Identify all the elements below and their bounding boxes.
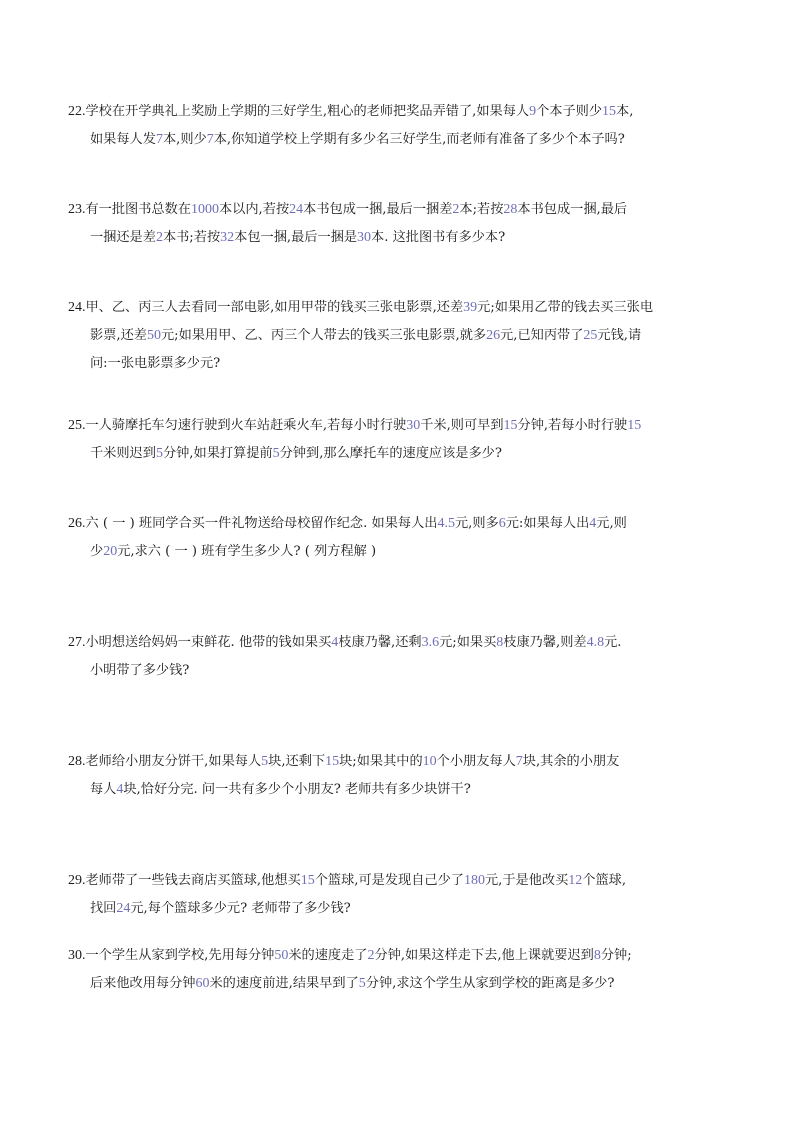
- problem-text: 元;如果用乙带的钱去买三张电: [477, 300, 654, 315]
- highlighted-number: 4: [116, 782, 124, 797]
- highlighted-number: 15: [503, 418, 518, 433]
- problem-text: 分钟,如果这样走下去,他上课就要迟到: [374, 948, 594, 963]
- problem-line: [68, 294, 730, 322]
- highlighted-number: 4.5: [437, 516, 455, 531]
- highlighted-number: 3.6: [421, 635, 440, 650]
- problem-text: 一人骑摩托车匀速行驶到火车站赶乘火车,若每小时行驶: [85, 418, 407, 433]
- highlighted-number: 180: [463, 873, 485, 888]
- problem-30: [68, 942, 730, 998]
- problem-text: 本书包成一捆,最后: [517, 202, 628, 217]
- highlighted-number: 5: [261, 754, 269, 769]
- problem-text: 本;若按: [459, 202, 504, 217]
- problem-text: 块;如果其中的: [339, 754, 423, 769]
- problem-text: 一捆还是差: [90, 230, 156, 245]
- problem-text: 后来他改用每分钟: [90, 976, 196, 991]
- problem-text: 少: [90, 544, 104, 559]
- highlighted-number: 5: [155, 446, 163, 461]
- problem-text: 元钱,请: [597, 328, 642, 343]
- highlighted-number: 4: [589, 516, 597, 531]
- problem-text: 分钟,若每小时行驶: [517, 418, 628, 433]
- problem-line: [68, 510, 730, 538]
- highlighted-number: 2: [452, 202, 460, 217]
- problem-text: 块,其余的小朋友: [522, 754, 620, 769]
- problem-line: [68, 657, 730, 685]
- problem-line: [68, 776, 730, 804]
- problem-number: 29.: [68, 873, 86, 888]
- highlighted-number: 4: [331, 635, 339, 650]
- highlighted-number: 24: [116, 901, 131, 916]
- problem-text: 一个学生从家到学校,先用每分钟: [85, 948, 275, 963]
- problem-text: 找回: [90, 901, 117, 916]
- problem-number: 22.: [68, 104, 86, 119]
- problem-text: 元,求六 ( 一 ) 班有学生多少人? ( 列方程解 ): [117, 544, 377, 559]
- problem-25: [68, 412, 730, 468]
- highlighted-number: 2: [155, 230, 163, 245]
- highlighted-number: 32: [220, 230, 235, 245]
- problem-text: 个本子则少: [536, 104, 603, 119]
- problem-line: [68, 350, 730, 378]
- problem-text: 老师给小朋友分饼干,如果每人: [85, 754, 262, 769]
- problem-text: 千米,则可早到: [420, 418, 504, 433]
- problem-line: [68, 440, 730, 468]
- highlighted-number: 15: [627, 418, 642, 433]
- problem-text: 本,则少: [162, 132, 207, 147]
- highlighted-number: 6: [498, 516, 506, 531]
- highlighted-number: 7: [155, 132, 163, 147]
- highlighted-number: 5: [358, 976, 366, 991]
- highlighted-number: 30: [406, 418, 421, 433]
- problem-text: 个小朋友每人: [436, 754, 516, 769]
- problem-text: 小明带了多少钱?: [90, 663, 190, 678]
- problem-line: [68, 538, 730, 566]
- problem-number: 30.: [68, 948, 86, 963]
- problem-text: 块,还剩下: [268, 754, 326, 769]
- highlighted-number: 8: [593, 948, 601, 963]
- highlighted-number: 50: [146, 328, 161, 343]
- problem-number: 24.: [68, 300, 86, 315]
- problem-text: 元,已知丙带了: [500, 328, 584, 343]
- highlighted-number: 15: [602, 104, 617, 119]
- problem-text: 分钟到,那么摩托车的速度应该是多少?: [279, 446, 502, 461]
- highlighted-number: 15: [325, 754, 340, 769]
- problem-text: 本,你知道学校上学期有多少名三好学生,而老师有准备了多少个本子吗?: [213, 132, 625, 147]
- highlighted-number: 30: [357, 230, 372, 245]
- highlighted-number: 5: [272, 446, 280, 461]
- highlighted-number: 15: [300, 873, 315, 888]
- problem-number: 23.: [68, 202, 86, 217]
- problem-text: 甲、乙、丙三人去看同一部电影,如用甲带的钱买三张电影票,还差: [85, 300, 464, 315]
- highlighted-number: 10: [422, 754, 437, 769]
- problem-line: [68, 196, 730, 224]
- highlighted-number: 39: [463, 300, 478, 315]
- problem-number: 28.: [68, 754, 86, 769]
- problem-line: [68, 322, 730, 350]
- problem-text: 千米则迟到: [90, 446, 156, 461]
- highlighted-number: 60: [195, 976, 210, 991]
- problem-text: 元.: [604, 635, 622, 650]
- highlighted-number: 25: [583, 328, 598, 343]
- problem-text: 本以内,若按: [219, 202, 290, 217]
- highlighted-number: 24: [289, 202, 304, 217]
- problem-text: 分钟;: [600, 948, 632, 963]
- problem-text: 有一批图书总数在: [85, 202, 191, 217]
- problem-number: 26.: [68, 516, 86, 531]
- problem-text: 分钟,求这个学生从家到学校的距离是多少?: [365, 976, 615, 991]
- problem-27: [68, 629, 730, 685]
- highlighted-number: 7: [206, 132, 214, 147]
- problem-text: 米的速度走了: [288, 948, 368, 963]
- highlighted-number: 1000: [191, 202, 219, 217]
- problem-text: 如果每人发: [90, 132, 156, 147]
- problem-line: [68, 942, 730, 970]
- problem-23: [68, 196, 730, 252]
- problem-line: [68, 895, 730, 923]
- highlighted-number: 8: [496, 635, 504, 650]
- problem-text: 学校在开学典礼上奖励上学期的三好学生,粗心的老师把奖品弄错了,如果每人: [85, 104, 530, 119]
- problem-text: 个篮球,可是发现自己少了: [314, 873, 464, 888]
- problem-text: 枝康乃馨,则差: [503, 635, 587, 650]
- problem-text: 本书包成一捆,最后一捆差: [303, 202, 453, 217]
- problem-text: 每人: [90, 782, 117, 797]
- problem-text: 本. 这批图书有多少本?: [371, 230, 506, 245]
- problem-text: 影票,还差: [90, 328, 147, 343]
- problem-text: 老师带了一些钱去商店买篮球,他想买: [85, 873, 301, 888]
- highlighted-number: 9: [529, 104, 537, 119]
- problem-29: [68, 867, 730, 923]
- highlighted-number: 20: [103, 544, 118, 559]
- problem-text: 问:一张电影票多少元?: [90, 356, 221, 371]
- highlighted-number: 26: [486, 328, 501, 343]
- highlighted-number: 50: [274, 948, 289, 963]
- problem-line: [68, 748, 730, 776]
- problem-text: 元,则: [596, 516, 627, 531]
- problem-text: 分钟,如果打算提前: [162, 446, 273, 461]
- problem-line: [68, 126, 730, 154]
- problem-24: [68, 294, 730, 378]
- problem-text: 元:如果每人出: [505, 516, 590, 531]
- problem-line: [68, 412, 730, 440]
- problem-text: 元,则多: [454, 516, 499, 531]
- problem-text: 小明想送给妈妈一束鲜花. 他带的钱如果买: [85, 635, 332, 650]
- highlighted-number: 12: [568, 873, 583, 888]
- problem-text: 六 ( 一 ) 班同学合买一件礼物送给母校留作纪念. 如果每人出: [85, 516, 438, 531]
- problem-line: [68, 867, 730, 895]
- problem-text: 元;如果用甲、乙、丙三个人带去的钱买三张电影票,就多: [160, 328, 487, 343]
- highlighted-number: 2: [367, 948, 375, 963]
- problem-line: [68, 98, 730, 126]
- problem-text: 本,: [616, 104, 634, 119]
- problem-line: [68, 970, 730, 998]
- problem-number: 25.: [68, 418, 86, 433]
- highlighted-number: 7: [515, 754, 523, 769]
- problem-text: 元;如果买: [439, 635, 497, 650]
- problem-line: [68, 629, 730, 657]
- problem-text: 块,恰好分完. 问一共有多少个小朋友? 老师共有多少块饼干?: [123, 782, 471, 797]
- problem-text: 元,于是他改买: [484, 873, 569, 888]
- problem-28: [68, 748, 730, 804]
- highlighted-number: 4.8: [586, 635, 605, 650]
- problem-number: 27.: [68, 635, 86, 650]
- problem-22: [68, 98, 730, 154]
- problem-26: [68, 510, 730, 566]
- problem-line: [68, 224, 730, 252]
- problem-text: 本包一捆,最后一捆是: [234, 230, 358, 245]
- problem-text: 枝康乃馨,还剩: [338, 635, 422, 650]
- problem-text: 个篮球,: [582, 873, 627, 888]
- problem-text: 米的速度前进,结果早到了: [209, 976, 359, 991]
- problem-text: 元,每个篮球多少元? 老师带了多少钱?: [130, 901, 351, 916]
- highlighted-number: 28: [503, 202, 518, 217]
- problem-text: 本书;若按: [162, 230, 221, 245]
